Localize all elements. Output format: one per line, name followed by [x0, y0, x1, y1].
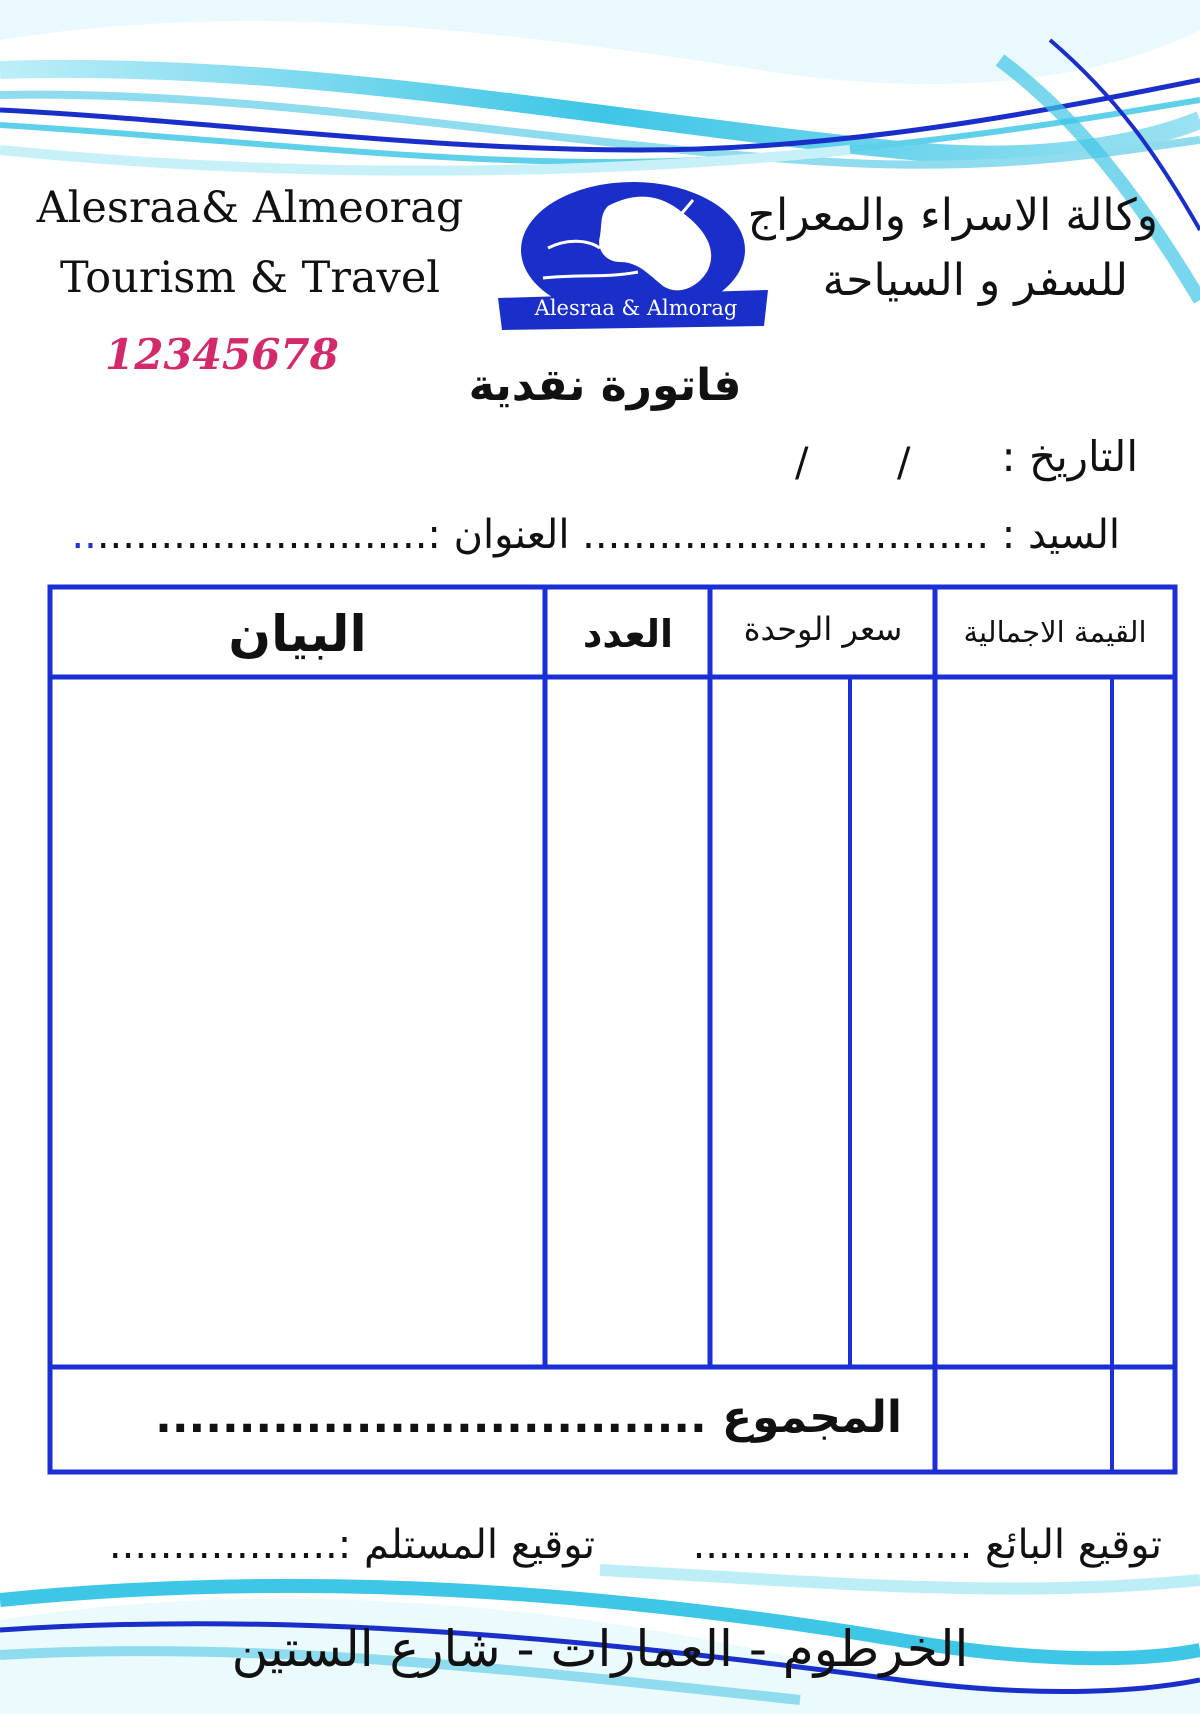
phone-number: 12345678 — [105, 330, 339, 379]
total-row-label — [155, 1392, 902, 1443]
logo-text: Alesraa & Almorag — [534, 296, 738, 320]
invoice-title: فاتورة نقدية — [468, 360, 742, 411]
date-label: التاريخ : — [1001, 432, 1138, 481]
customer-address-text: السيد : ................................ العنوان :.......................... — [96, 512, 1120, 558]
seller-signature: توقيع البائع ...................... — [692, 1522, 1162, 1568]
company-name-ar: وكالة الاسراء والمعراج — [747, 190, 1158, 241]
date-separator-1: / — [897, 440, 911, 486]
company-subtitle-ar: للسفر و السياحة — [822, 255, 1128, 306]
header-total-value: القيمة الاجمالية — [963, 615, 1147, 649]
footer-address: الخرطوم - العمارات - شارع الستين — [231, 1620, 969, 1678]
customer-address-tail: .. — [71, 512, 97, 558]
company-subtitle-en: Tourism & Travel — [59, 253, 441, 303]
total-dots: ................................. — [155, 1392, 707, 1443]
header-description: البيان — [228, 605, 367, 663]
header-quantity: العدد — [582, 612, 674, 656]
company-name-en: Alesraa& Almeorag — [36, 183, 464, 233]
receiver-signature: توقيع المستلم :.................. — [108, 1522, 595, 1568]
total-label: المجموع — [722, 1392, 902, 1443]
header-unit-price: سعر الوحدة — [743, 610, 903, 648]
date-separator-2: / — [795, 440, 809, 486]
